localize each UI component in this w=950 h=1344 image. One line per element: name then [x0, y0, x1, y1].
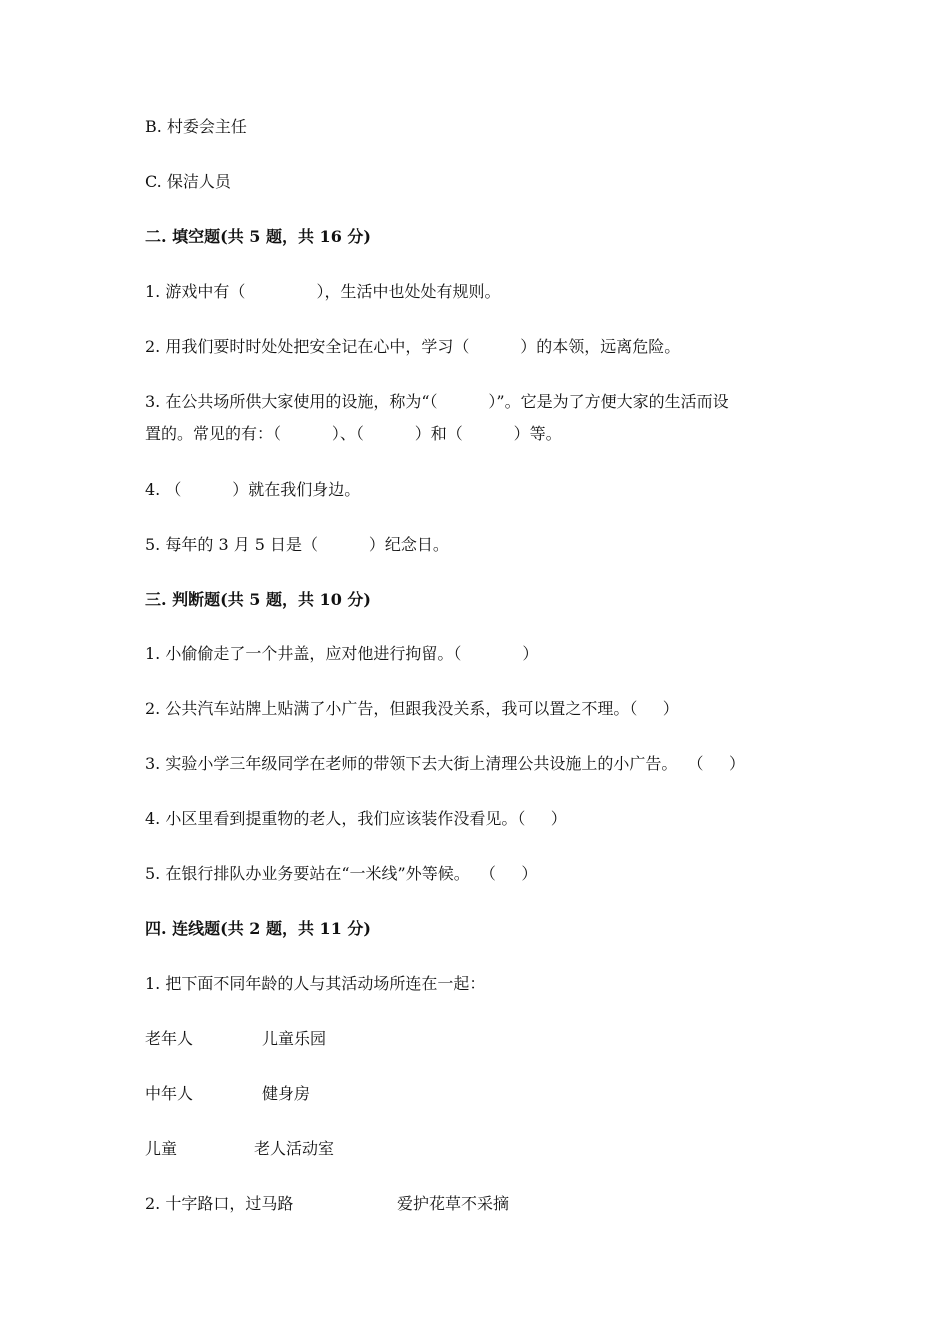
judge-q5: 5. 在银行排队办业务要站在“一米线”外等候。 （ ）	[145, 864, 538, 883]
match-left-middle-aged: 中年人	[145, 1084, 194, 1103]
section-4-title: 四. 连线题(共 2 题，共 11 分)	[145, 919, 371, 938]
fill-q2: 2. 用我们要时时处处把安全记在心中，学习（ ）的本领，远离危险。	[145, 337, 681, 356]
match-left-elderly: 老年人	[145, 1029, 194, 1048]
match-right-playground: 儿童乐园	[262, 1029, 327, 1048]
match-q2-right: 爱护花草不采摘	[397, 1194, 510, 1213]
option-b: B. 村委会主任	[145, 117, 247, 136]
judge-q2: 2. 公共汽车站牌上贴满了小广告，但跟我没关系，我可以置之不理。（ ）	[145, 699, 679, 718]
match-q1: 1. 把下面不同年龄的人与其活动场所连在一起：	[145, 974, 486, 993]
match-left-children: 儿童	[145, 1139, 178, 1158]
section-3-title: 三. 判断题(共 5 题，共 10 分)	[145, 590, 371, 609]
match-right-senior-center: 老人活动室	[254, 1139, 335, 1158]
option-c: C. 保洁人员	[145, 172, 231, 191]
judge-q4: 4. 小区里看到提重物的老人，我们应该装作没看见。（ ）	[145, 809, 567, 828]
judge-q3: 3. 实验小学三年级同学在老师的带领下去大街上清理公共设施上的小广告。 （ ）	[145, 754, 745, 773]
fill-q1: 1. 游戏中有（ ），生活中也处处有规则。	[145, 282, 501, 301]
fill-q3-line1: 3. 在公共场所供大家使用的设施，称为“（ ）”。它是为了方便大家的生活而设	[145, 392, 729, 411]
section-2-title: 二. 填空题(共 5 题，共 16 分)	[145, 227, 371, 246]
match-right-gym: 健身房	[262, 1084, 311, 1103]
judge-q1: 1. 小偷偷走了一个井盖，应对他进行拘留。（ ）	[145, 644, 539, 663]
fill-q5: 5. 每年的 3 月 5 日是（ ）纪念日。	[145, 535, 449, 554]
match-q2-left: 2. 十字路口，过马路	[145, 1194, 294, 1213]
fill-q4: 4. （ ）就在我们身边。	[145, 480, 361, 499]
fill-q3-line2: 置的。常见的有：（ ）、（ ）和（ ）等。	[145, 424, 562, 443]
